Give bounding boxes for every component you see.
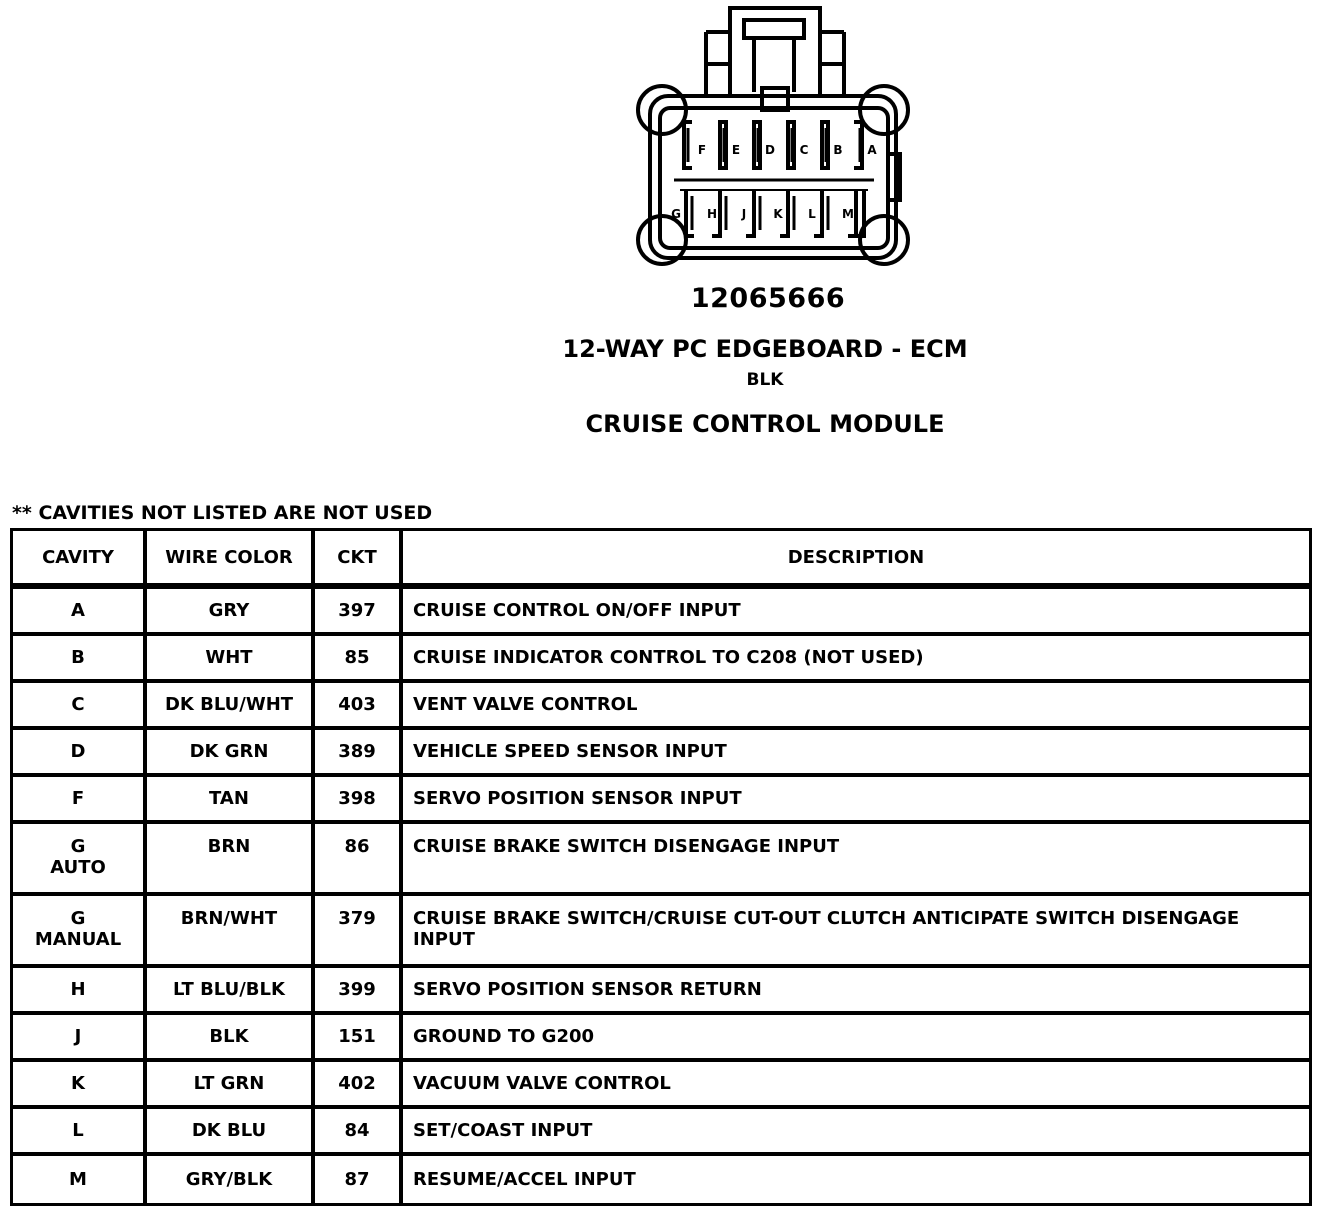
table-row — [13, 636, 1309, 683]
cell-wire-color: LT GRN — [147, 1062, 315, 1109]
cavity-letter: K — [71, 1073, 85, 1094]
header-wire-color: WIRE COLOR — [147, 531, 315, 589]
cavity-letter: F — [71, 788, 85, 809]
cell-wire-color: LT BLU/BLK — [147, 968, 315, 1015]
component-name: CRUISE CONTROL MODULE — [585, 410, 945, 438]
cell-wire-color: BLK — [147, 1015, 315, 1062]
cavity-letter: D — [70, 741, 86, 762]
cell-ckt: 389 — [315, 730, 403, 777]
cell-description: VACUUM VALVE CONTROL — [403, 1062, 1309, 1109]
cell-description: CRUISE CONTROL ON/OFF INPUT — [403, 589, 1309, 636]
connector-name: 12-WAY PC EDGEBOARD - ECM — [562, 335, 968, 363]
cell-description: RESUME/ACCEL INPUT — [413, 1169, 636, 1190]
cell-cavity — [13, 777, 147, 824]
cavity-letter: B — [71, 647, 85, 668]
table-row — [13, 589, 1309, 636]
cell-ckt: 403 — [315, 683, 403, 730]
pin-label-bottom: K — [773, 207, 783, 221]
cell-ckt: 402 — [315, 1062, 403, 1109]
header-cavity: CAVITY — [13, 531, 147, 589]
unused-cavities-note: ** CAVITIES NOT LISTED ARE NOT USED — [12, 502, 433, 524]
cell-cavity — [13, 896, 147, 968]
pin-label-bottom: M — [842, 207, 854, 221]
cell-wire-color: BRN — [147, 824, 315, 896]
cell-wire-color: DK GRN — [147, 730, 315, 777]
cell-wire-color: GRY — [147, 589, 315, 636]
cell-cavity — [13, 683, 147, 730]
table-row — [13, 1015, 1309, 1062]
pin-label-top: D — [765, 143, 775, 157]
cell-cavity — [13, 589, 147, 636]
cavity-letter: C — [71, 694, 85, 715]
cavity-letter: G — [70, 836, 86, 857]
cavity-letter: H — [70, 979, 86, 1000]
cavity-letter: G — [70, 908, 86, 929]
cell-wire-color: GRY/BLK — [147, 1156, 315, 1203]
cell-description: CRUISE BRAKE SWITCH/CRUISE CUT-OUT CLUTCH ANTICIPATE SWITCH DISENGAGE INPUT — [403, 896, 1309, 968]
cell-description: SERVO POSITION SENSOR RETURN — [403, 968, 1309, 1015]
cell-description: VEHICLE SPEED SENSOR INPUT — [403, 730, 1309, 777]
cell-cavity — [13, 730, 147, 777]
pin-label-top: A — [867, 143, 877, 157]
cell-description: GROUND TO G200 — [403, 1015, 1309, 1062]
cell-ckt: 151 — [315, 1015, 403, 1062]
header-description: DESCRIPTION — [403, 531, 1309, 589]
table-row — [13, 683, 1309, 730]
cell-wire-color: WHT — [147, 636, 315, 683]
header-ckt: CKT — [315, 531, 403, 589]
table-row — [13, 1156, 1309, 1203]
pin-label-top: B — [833, 143, 843, 157]
cell-ckt: 85 — [315, 636, 403, 683]
cell-cavity — [13, 1109, 147, 1156]
cell-wire-color: TAN — [147, 777, 315, 824]
pin-label-bottom: J — [741, 207, 747, 221]
pinout-table — [10, 528, 1312, 1206]
cavity-variant: AUTO — [50, 857, 106, 878]
cell-ckt: 87 — [315, 1156, 403, 1203]
cavity-letter: M — [69, 1169, 87, 1190]
table-row — [13, 968, 1309, 1015]
cell-description: VENT VALVE CONTROL — [403, 683, 1309, 730]
cell-description: CRUISE BRAKE SWITCH DISENGAGE INPUT — [403, 824, 1309, 896]
cavity-variant: MANUAL — [34, 929, 122, 950]
cell-ckt: 86 — [315, 824, 403, 896]
pin-label-top: F — [697, 143, 707, 157]
pin-label-bottom: L — [808, 207, 816, 221]
pin-label-bottom: G — [671, 207, 681, 221]
part-number: 12065666 — [690, 283, 846, 314]
cell-description: SERVO POSITION SENSOR INPUT — [403, 777, 1309, 824]
table-header-row — [13, 531, 1309, 589]
cell-wire-color: BRN/WHT — [147, 896, 315, 968]
cell-ckt: 84 — [315, 1109, 403, 1156]
cell-cavity — [13, 636, 147, 683]
cell-description: CRUISE INDICATOR CONTROL TO C208 (NOT USED) — [403, 636, 1309, 683]
pin-label-bottom: H — [706, 207, 718, 221]
cell-cavity — [13, 1062, 147, 1109]
table-row — [13, 777, 1309, 824]
table-row — [13, 1109, 1309, 1156]
cell-cavity — [13, 968, 147, 1015]
cell-wire-color: DK BLU — [147, 1109, 315, 1156]
pin-label-top: E — [731, 143, 741, 157]
table-row — [13, 730, 1309, 777]
cavity-letter: L — [72, 1120, 84, 1141]
cell-description: SET/COAST INPUT — [403, 1109, 1309, 1156]
connector-color: BLK — [746, 370, 784, 390]
table-row — [13, 1062, 1309, 1109]
connector-face-diagram — [628, 4, 918, 276]
cavity-letter: A — [71, 600, 85, 621]
table-row — [13, 896, 1309, 968]
table-row — [13, 824, 1309, 896]
cavity-letter: J — [74, 1026, 82, 1047]
pinout-rows — [13, 589, 1309, 1203]
cell-wire-color: DK BLU/WHT — [147, 683, 315, 730]
cell-ckt: 399 — [315, 968, 403, 1015]
cell-cavity — [13, 1015, 147, 1062]
cell-cavity — [13, 1156, 147, 1203]
cell-ckt: 379 — [315, 896, 403, 968]
cell-ckt: 398 — [315, 777, 403, 824]
pin-label-top: C — [799, 143, 809, 157]
cell-cavity — [13, 824, 147, 896]
cell-ckt: 397 — [315, 589, 403, 636]
